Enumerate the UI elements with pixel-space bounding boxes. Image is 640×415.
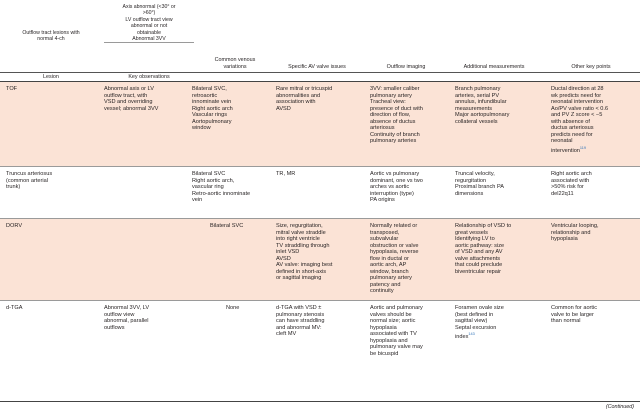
cell-line: association with xyxy=(276,99,316,106)
cell-additional-measurements xyxy=(455,86,509,125)
cell-line: VSD and overriding xyxy=(104,99,153,106)
cell-line: neonatal xyxy=(551,138,573,145)
cell-line: or sagittal imaging xyxy=(276,275,322,282)
cell-line: Abnormal 3VV, LV xyxy=(104,305,150,311)
cell-line: be bicuspid xyxy=(370,350,399,357)
cell-line: outflow tract, with xyxy=(104,92,148,99)
cell-line: d-TGA with VSD ± xyxy=(276,305,322,311)
cell-line: None xyxy=(226,305,240,311)
caption-line: abnormal or not xyxy=(130,23,168,30)
cell-av-issues xyxy=(276,305,325,338)
cell-outflow-imaging xyxy=(370,86,423,145)
cell-line: defined in short-axis xyxy=(276,268,327,275)
cell-line: Aortic vs pulmonary xyxy=(370,171,420,177)
cell-line: subvalvular xyxy=(370,236,399,243)
cell-line: Septal excursion xyxy=(455,324,497,331)
cell-line: direction of flow, xyxy=(370,112,411,119)
cell-venous xyxy=(226,305,239,312)
reference-superscript: 143 xyxy=(468,332,475,337)
cell-line: neonatal intervention xyxy=(551,99,603,106)
cell-lesion xyxy=(6,171,52,191)
table-row-tof xyxy=(0,82,640,166)
axis-abnormal-caption xyxy=(109,4,189,42)
cell-line: continuity xyxy=(370,288,394,295)
cell-line: aortic arch, AP xyxy=(370,262,407,269)
cell-line: AVSD xyxy=(276,255,291,262)
cell-lesion xyxy=(6,305,22,312)
table-row-truncus xyxy=(0,167,640,218)
cell-other-key-points xyxy=(551,305,597,325)
cell-line: arches vs aortic xyxy=(370,184,410,191)
outflow-tract-caption xyxy=(6,30,96,43)
cell-line: ductus arteriosus xyxy=(551,125,594,132)
cell-line: retroaortic xyxy=(192,92,218,99)
cell-line: Ao/PV valve ratio < 0.6 xyxy=(551,105,609,112)
table-row-dorv xyxy=(0,219,640,300)
cell-line: Common for aortic xyxy=(551,305,598,311)
cell-line: can have straddling xyxy=(276,318,325,325)
cell-line: dimensions xyxy=(455,190,484,197)
cell-line: aortic pathway: size xyxy=(455,242,505,249)
column-header-venous xyxy=(199,57,271,70)
cell-line: (best defined in xyxy=(455,311,494,318)
cell-line: biventricular repair xyxy=(455,268,502,275)
cell-venous xyxy=(192,86,233,132)
cell-outflow-imaging xyxy=(370,171,423,204)
cell-venous xyxy=(192,171,250,204)
cell-line: outflow view xyxy=(104,311,135,318)
cell-line: window, branch xyxy=(370,268,409,275)
column-header-addl: Additional measurements xyxy=(463,64,525,70)
cell-line: flow in ductal or xyxy=(370,255,409,262)
reference-superscript: 119 xyxy=(579,145,586,150)
continued-label: (Continued) xyxy=(605,404,634,410)
cell-line: d-TGA xyxy=(6,305,23,311)
cell-text: index xyxy=(455,334,469,341)
cell-line: annulus, infundibular xyxy=(455,99,507,106)
cell-line: Abnormal axis or LV xyxy=(104,86,154,92)
cell-lesion xyxy=(6,223,22,230)
cell-text: intervention xyxy=(551,147,580,154)
cell-other-key-points xyxy=(551,171,592,197)
cell-outflow-imaging xyxy=(370,305,423,357)
cell-line: Continuity of branch xyxy=(370,131,420,138)
cell-line: into right ventricle xyxy=(276,236,320,243)
cell-line: regurgitation xyxy=(455,177,487,184)
cell-line: Normally related or xyxy=(370,223,418,229)
cell-line: hypoplasia xyxy=(370,324,397,331)
cell-line: vessel; abnormal 3VV xyxy=(104,105,159,112)
cell-line: DORV xyxy=(6,223,23,229)
top-header xyxy=(0,0,640,80)
cell-line xyxy=(455,331,504,340)
cell-line: Bilateral SVC xyxy=(192,171,226,177)
cell-line: trunk) xyxy=(6,184,21,191)
cell-line: wk predicts need for xyxy=(551,92,602,99)
cell-av-issues xyxy=(276,223,332,282)
column-header-outflow: Outflow imaging xyxy=(386,64,426,70)
cell-line: patency and xyxy=(370,281,401,288)
cell-other-key-points xyxy=(551,86,608,154)
cell-other-key-points xyxy=(551,223,599,243)
caption-line: normal 4-ch xyxy=(37,36,65,43)
cell-line: AVSD xyxy=(276,105,291,112)
table-bottom-rule xyxy=(0,401,640,402)
cell-line: Tracheal view: xyxy=(370,99,406,106)
cell-line: Truncal velocity, xyxy=(455,171,495,177)
header-line: variations xyxy=(223,63,247,70)
cell-line: great vessels xyxy=(455,229,488,236)
cell-line: Relationship of VSD to xyxy=(455,223,512,229)
cell-line: dominant, one vs two xyxy=(370,177,423,184)
cell-line: (common arterial xyxy=(6,177,48,184)
cell-line: Ductal direction at 28 xyxy=(551,86,604,92)
cell-line: TOF xyxy=(6,86,18,92)
cell-line: associated with TV xyxy=(370,331,417,338)
cell-line: Retro-aortic innominate xyxy=(192,190,251,197)
cell-line: Branch pulmonary xyxy=(455,86,501,92)
column-header-av: Specific AV valve issues xyxy=(288,64,346,70)
caption-line: Abnormal 3VV xyxy=(132,36,166,43)
caption-line: Outflow tract lesions with xyxy=(22,30,80,36)
cell-line: outflows xyxy=(104,324,125,331)
cell-line: arteriosus xyxy=(370,125,395,132)
cell-line: 3VV: smaller caliber xyxy=(370,86,420,92)
caption-line: >60°) xyxy=(142,10,156,17)
cell-line: relationship and xyxy=(551,229,591,236)
caption-line: Axis abnormal (<30° or xyxy=(122,4,176,10)
cell-line: inlet VSD xyxy=(276,249,300,256)
header-line: Common venous xyxy=(214,57,256,63)
cell-line: hypoplasia and xyxy=(370,337,408,344)
cell-line: Right aortic arch xyxy=(192,105,233,112)
cell-line: pulmonary artery xyxy=(370,275,412,282)
cell-line: PA origins xyxy=(370,197,395,204)
cell-line: Proximal branch PA xyxy=(455,184,505,191)
cell-line: Vascular rings xyxy=(192,112,228,119)
cell-line: associated with xyxy=(551,177,590,184)
cell-line: Rare mitral or tricuspid xyxy=(276,86,333,92)
cell-line: measurements xyxy=(455,105,492,112)
cell-line: of VSD and any AV xyxy=(455,249,503,256)
cell-line: normal size; aortic xyxy=(370,318,416,325)
cell-line: valve to be larger xyxy=(551,311,594,318)
cell-additional-measurements xyxy=(455,171,504,197)
cell-line: vascular ring xyxy=(192,184,224,191)
column-header-key: Key observations xyxy=(128,74,170,80)
cell-line: innominate vein xyxy=(192,99,232,106)
cell-line: absence of ductus xyxy=(370,118,416,125)
cell-line: Aortic and pulmonary xyxy=(370,305,423,311)
cell-line: Size, regurgitation, xyxy=(276,223,323,229)
cell-av-issues xyxy=(276,86,332,112)
cell-additional-measurements xyxy=(455,305,504,341)
cell-line: transposed, xyxy=(370,229,400,236)
cell-line: hypoplasia, reverse xyxy=(370,249,419,256)
cell-line: interruption (type) xyxy=(370,190,414,197)
cell-key-observations xyxy=(104,305,149,331)
caption-line: obtainable xyxy=(137,29,161,36)
cell-line: AV valve: imaging best xyxy=(276,262,333,269)
cell-line: window xyxy=(192,125,211,132)
cell-line: collateral vessels xyxy=(455,118,498,125)
cell-line: Aortopulmonary xyxy=(192,118,232,125)
cell-line: Right aortic arch xyxy=(551,171,592,177)
cell-line: predicts need for xyxy=(551,131,593,138)
cell-line: that could preclude xyxy=(455,262,503,269)
cell-line: abnormalities and xyxy=(276,92,321,99)
cell-line: abnormal, parallel xyxy=(104,318,149,325)
cell-key-observations xyxy=(104,86,158,112)
cell-line: with absence of xyxy=(551,118,590,125)
cell-line: obstruction or valve xyxy=(370,242,419,249)
cell-line: Bilateral SVC, xyxy=(192,86,227,92)
cell-line: valve attachments xyxy=(455,255,501,262)
cell-line: hypoplasia xyxy=(551,236,578,243)
caption-line: LV outflow tract view xyxy=(125,16,173,23)
cell-line: and PV Z score < −5 xyxy=(551,112,603,119)
cell-additional-measurements xyxy=(455,223,511,275)
cell-line: Right aortic arch, xyxy=(192,177,235,184)
column-header-lesion: Lesion xyxy=(43,74,59,80)
cell-line: Truncus arteriosus xyxy=(6,171,53,177)
cell-line: Foramen ovale size xyxy=(455,305,504,311)
cell-line: valves should be xyxy=(370,311,412,318)
cell-line: pulmonary valve may xyxy=(370,344,423,351)
cell-line: mitral valve straddle xyxy=(276,229,326,236)
cell-line xyxy=(551,145,608,154)
cell-line: than normal xyxy=(551,318,581,325)
cell-line: Bilateral SVC xyxy=(210,223,244,229)
cell-line: Major aortopulmonary xyxy=(455,112,510,119)
cell-line: Identifying LV to xyxy=(455,236,495,243)
cell-line: pulmonary stenosis xyxy=(276,311,325,318)
caption-divider xyxy=(104,42,194,43)
header-rule xyxy=(0,72,640,73)
cell-line: arteries, serial PV xyxy=(455,92,500,99)
column-header-other: Other key points xyxy=(571,64,611,70)
cell-av-issues xyxy=(276,171,295,178)
cell-line: vein xyxy=(192,197,203,204)
cell-line: TV straddling through xyxy=(276,242,330,249)
cell-outflow-imaging xyxy=(370,223,419,295)
cell-line: Ventricular looping, xyxy=(551,223,599,229)
cell-line: pulmonary arteries xyxy=(370,138,417,145)
cell-line: and abnormal MV: xyxy=(276,324,322,331)
cell-line: pulmonary artery xyxy=(370,92,412,99)
cell-line: presence of duct with xyxy=(370,105,423,112)
cell-line: del22q11 xyxy=(551,190,574,197)
cell-line: sagittal view) xyxy=(455,318,488,325)
cell-venous xyxy=(210,223,243,230)
cell-line: cleft MV xyxy=(276,331,297,338)
cell-line: TR, MR xyxy=(276,171,296,177)
table-row-dtga xyxy=(0,301,640,401)
cell-lesion xyxy=(6,86,17,93)
cell-line: >50% risk for xyxy=(551,184,584,191)
